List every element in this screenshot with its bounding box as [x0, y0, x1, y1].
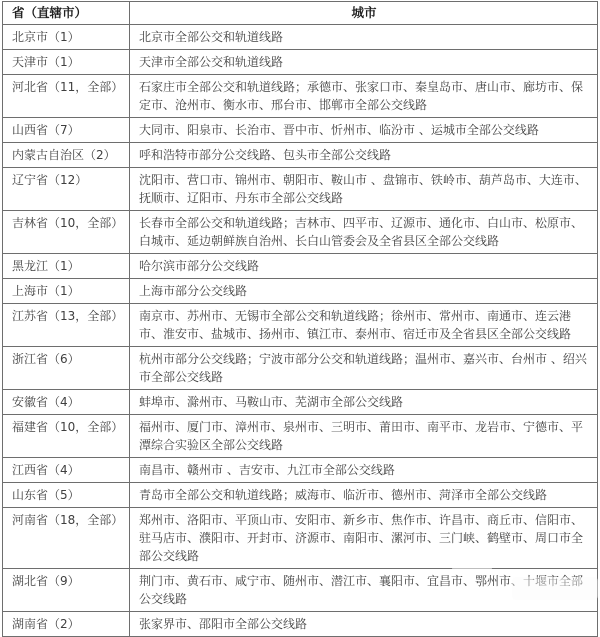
- cities-cell: 北京市全部公交和轨道线路: [130, 25, 598, 50]
- table-header: [3, 2, 598, 25]
- transit-coverage-table: [2, 1, 598, 637]
- cities-cell: 呼和浩特市部分公交线路、包头市全部公交线路: [130, 143, 598, 168]
- province-cell: 辽宁省（12）: [3, 168, 130, 211]
- transit-coverage-table-container: [2, 1, 598, 637]
- cities-cell: 上海市部分公交线路: [130, 279, 598, 304]
- province-column-header: 省（直辖市）: [3, 2, 130, 25]
- table-row: [3, 415, 598, 458]
- cities-cell: 蚌埠市、滁州市、马鞍山市、芜湖市全部公交线路: [130, 390, 598, 415]
- table-row: [3, 347, 598, 390]
- province-cell: 内蒙古自治区（2）: [3, 143, 130, 168]
- cities-cell: 福州市、厦门市、漳州市、泉州市、三明市、莆田市、南平市、龙岩市、宁德市、平潭综合实验区全部公交线路: [130, 415, 598, 458]
- province-cell: 浙江省（6）: [3, 347, 130, 390]
- table-row: [3, 211, 598, 254]
- header-row: [3, 2, 598, 25]
- cities-cell: 郑州市、洛阳市、平顶山市、安阳市、新乡市、焦作市、许昌市、商丘市、信阳市、驻马店市、濮阳市、开封市、济源市、南阳市、漯河市、三门峡、鹤壁市、周口市全部公交线路: [130, 508, 598, 569]
- province-cell: 黑龙江（1）: [3, 254, 130, 279]
- table-row: [3, 304, 598, 347]
- cities-cell: 青岛市全部公交和轨道线路；威海市、临沂市、德州市、菏泽市全部公交线路: [130, 483, 598, 508]
- province-cell: 河南省（18，全部）: [3, 508, 130, 569]
- cities-cell: 南京市、苏州市、无锡市全部公交和轨道线路；徐州市、常州市、南通市、连云港市、淮安市、盐城市、扬州市、镇江市、泰州市、宿迁市及全省县区全部公交线路: [130, 304, 598, 347]
- province-cell: 湖南省（2）: [3, 612, 130, 637]
- cities-cell: 哈尔滨市部分公交线路: [130, 254, 598, 279]
- table-row: [3, 390, 598, 415]
- cities-cell: 石家庄市全部公交和轨道线路；承德市、张家口市、秦皇岛市、唐山市、廊坊市、保定市、沧州市、衡水市、邢台市、邯郸市全部公交线路: [130, 75, 598, 118]
- cities-cell: 张家界市、邵阳市全部公交线路: [130, 612, 598, 637]
- table-row: [3, 508, 598, 569]
- table-row: [3, 279, 598, 304]
- province-cell: 吉林省（10，全部）: [3, 211, 130, 254]
- table-row: [3, 168, 598, 211]
- province-cell: 北京市（1）: [3, 25, 130, 50]
- table-body: [3, 25, 598, 637]
- table-row: [3, 458, 598, 483]
- cities-cell: 南昌市、赣州市 、吉安市、九江市全部公交线路: [130, 458, 598, 483]
- table-row: [3, 254, 598, 279]
- province-cell: 天津市（1）: [3, 50, 130, 75]
- cities-cell: 杭州市部分公交线路；宁波市部分公交和轨道线路；温州市、嘉兴市、台州市 、绍兴市全部公交线路: [130, 347, 598, 390]
- cities-cell: 荆门市、黄石市、咸宁市、随州市、潜江市、襄阳市、宜昌市、鄂州市、十堰市全部公交线路: [130, 569, 598, 612]
- table-row: [3, 75, 598, 118]
- province-cell: 上海市（1）: [3, 279, 130, 304]
- province-cell: 安徽省（4）: [3, 390, 130, 415]
- province-cell: 山东省（5）: [3, 483, 130, 508]
- province-cell: 福建省（10，全部）: [3, 415, 130, 458]
- table-row: [3, 143, 598, 168]
- table-row: [3, 118, 598, 143]
- table-row: [3, 25, 598, 50]
- province-cell: 河北省（11，全部）: [3, 75, 130, 118]
- province-cell: 江西省（4）: [3, 458, 130, 483]
- cities-cell: 长春市全部公交和轨道线路；吉林市、四平市、辽源市、通化市、白山市、松原市、白城市、延边朝鲜族自治州、长白山管委会及全省县区全部公交线路: [130, 211, 598, 254]
- cities-cell: 沈阳市、营口市、锦州市、朝阳市、鞍山市 、盘锦市、铁岭市、葫芦岛市、大连市、抚顺市、辽阳市、丹东市全部公交线路: [130, 168, 598, 211]
- city-column-header: 城市: [130, 2, 598, 25]
- table-row: [3, 50, 598, 75]
- table-row: [3, 569, 598, 612]
- table-row: [3, 612, 598, 637]
- cities-cell: 天津市全部公交和轨道线路: [130, 50, 598, 75]
- province-cell: 山西省（7）: [3, 118, 130, 143]
- province-cell: 湖北省（9）: [3, 569, 130, 612]
- cities-cell: 大同市、阳泉市、长治市、晋中市、忻州市、临汾市 、运城市全部公交线路: [130, 118, 598, 143]
- table-row: [3, 483, 598, 508]
- province-cell: 江苏省（13，全部）: [3, 304, 130, 347]
